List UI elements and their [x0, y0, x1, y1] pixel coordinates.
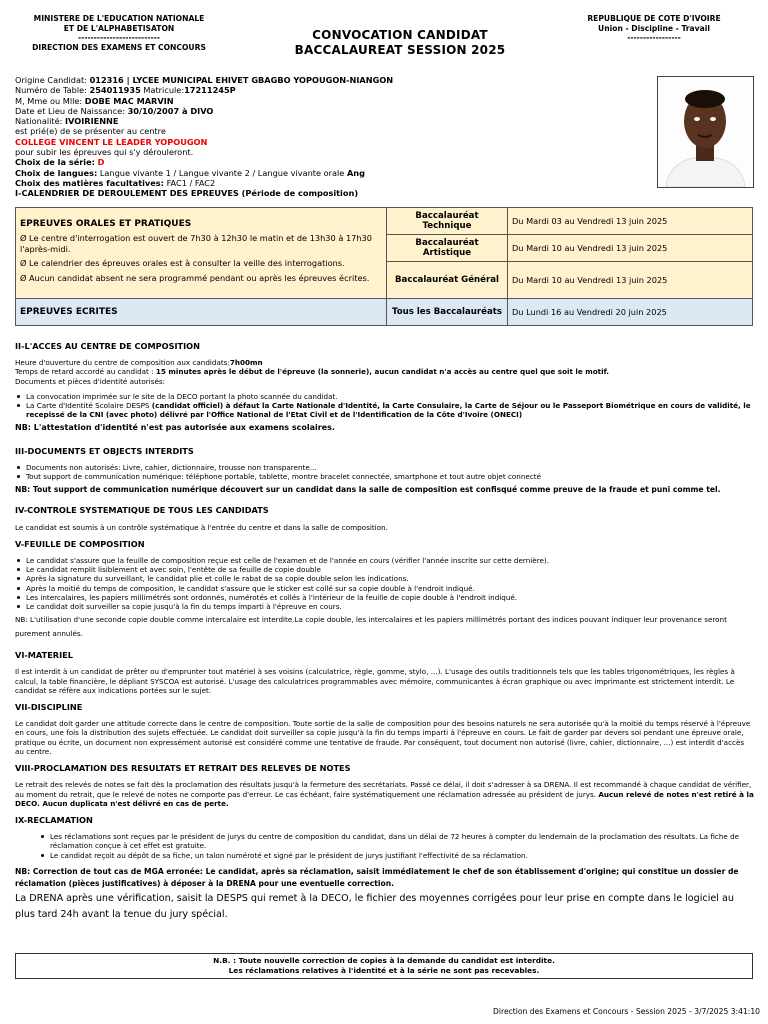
exam-centre: COLLEGE VINCENT LE LEADER YOPOUGON: [15, 136, 208, 147]
delay-text: [15, 367, 755, 376]
republic-separator: -----------------: [627, 33, 681, 42]
sheet-rules-list: [15, 556, 755, 611]
languages-value: Langue vivante 1 / Langue vivante 2 / Langue vivante orale: [99, 167, 345, 178]
oral-exams-note-2: Ø Le calendrier des épreuves orales est à consulter la veille des interrogations.: [20, 258, 345, 268]
drena-note: La DRENA après une vérification, saisit la DESPS qui remet à la DECO, le fichier des moyennes corrigées pour leur prise en compte dans le logiciel au plus tard 24h avant la tenue du jury spécial.: [15, 892, 734, 920]
optional-subjects-label: Choix des matières facultatives:: [15, 177, 164, 188]
ministry-line-1: MINISTERE DE L'EDUCATION NATIONALE: [33, 14, 205, 23]
title-line-1: CONVOCATION CANDIDAT: [312, 28, 488, 42]
origin-label: Origine Candidat:: [15, 75, 87, 85]
languages-row: [15, 168, 645, 178]
oral-language-value: Ang: [346, 167, 365, 178]
delay-label: Temps de retard accordé au candidat :: [15, 367, 154, 377]
results-text: [15, 780, 755, 808]
nationality-label: Nationalité:: [15, 116, 63, 127]
optional-subjects-value: FAC1 / FAC2: [166, 177, 216, 188]
birth-value: 30/10/2007 à DIVO: [127, 105, 214, 116]
list-item: Le candidat doit surveiller sa copie jusqu'à la fin du temps imparti à l'épreuve en cours.: [23, 602, 755, 611]
regulations-body: [15, 334, 755, 923]
candidate-name: DOBE MAC MARVIN: [84, 95, 174, 106]
discipline-text: Le candidat doit garder une attitude correcte dans le centre de composition. Toute sortie de la salle de composition pour des besoins naturels ne sera autorisée qu'à la moitié du temps réservé à l'épreuve en cours, une fois la distribution des sujets effectuée. Le candidat doit surveiller sa copie jusqu'à la fin du temps imparti à l'épreuve en cours. Le fait de garder par devers soi pendant une épreuve orale, pratique ou écrite, un document non expressément autorisé est considéré comme une tentative de fraude. Par conséquent, tout document non autorisé (livre, cahier, dictionnaire, ...) est interdit d'accès au centre.: [15, 719, 751, 756]
oral-exams-note-1: Ø Le centre d'interrogation est ouvert de 7h30 à 12h30 le matin et de 13h30 à 17h30 l'après-midi.: [20, 233, 372, 254]
nationality-value: IVOIRIENNE: [65, 116, 119, 127]
forbidden-nb: NB: Tout support de communication numérique découvert sur un candidat dans la salle de composition est confisqué comme preuve de la fraude et puni comme tel.: [15, 485, 721, 495]
serie-label: Choix de la série:: [15, 157, 95, 168]
name-label: M, Mme ou Mlle:: [15, 95, 83, 106]
bac-dates-cell: Du Mardi 10 au Vendredi 13 juin 2025: [508, 235, 753, 262]
direction-line: DIRECTION DES EXAMENS ET CONCOURS: [32, 42, 206, 52]
origin-row: [15, 75, 645, 85]
section-title-control: IV-CONTROLE SYSTEMATIQUE DE TOUS LES CANDIDATS: [15, 505, 269, 516]
section-title-discipline: VII-DISCIPLINE: [15, 702, 83, 713]
section-title-claims: IX-RECLAMATION: [15, 814, 93, 825]
serie-value: D: [97, 157, 105, 168]
list-item: La convocation imprimée sur le site de la DECO portant la photo scannée du candidat.: [23, 392, 755, 401]
material-text: Il est interdit à un candidat de prêter ou d'emprunter tout matériel à ses voisins (calculatrice, règle, gomme, stylo, ...). L'usage des outils traditionnels tels que les tables trigonométriques, les règles à calcul, la table financière, le dépliant SYSCOA est autorisé. L'usage des calculatrices programmables avec mémoire, communicantes à écran graphique ou avec imprimante est strictement interdit. Le candidat se réfère aux indications portées sur le sujet.: [15, 667, 735, 695]
ministry-line-2: ET DE L'ALPHABETISATON: [63, 23, 175, 33]
origin-value: 012316 | LYCEE MUNICIPAL EHIVET GBAGBO YOPOUGON-NIANGON: [89, 75, 394, 85]
republic-motto: Union - Discipline - Travail: [598, 23, 710, 33]
ministry-separator: --------------------------: [78, 33, 160, 42]
bac-type-cell: Baccalauréat Technique: [387, 208, 508, 235]
oral-exams-cell: [16, 208, 387, 299]
calendar-heading: [15, 188, 645, 198]
list-item: Le candidat s'assure que la feuille de composition reçue est celle de l'examen et de l'année en cours (vérifier l'année inscrite sur cette dernière).: [23, 556, 755, 565]
list-item: Les réclamations sont reçues par le président de jurys du centre de composition du candidat, dans un délai de 72 heures à compter du lendemain de la proclamation des résultats. La fiche de réclamation conçue à cet effet est gratuite.: [47, 832, 755, 850]
list-item: Après la moitié du temps de composition, le candidat s'assure que le sticker est collé sur sa copie double à l'endroit indiqué.: [23, 584, 755, 593]
section-title-access: II-L'ACCES AU CENTRE DE COMPOSITION: [15, 341, 200, 351]
candidate-photo: [657, 76, 754, 188]
results-bold-note: Aucun relevé de notes n'est retiré à la DECO. Aucun duplicata n'est délivré en cas de perte.: [15, 789, 754, 808]
birth-label: Date et Lieu de Naissance:: [15, 105, 125, 116]
bac-dates-cell: Du Mardi 10 au Vendredi 13 juin 2025: [508, 262, 753, 299]
list-item: Les intercalaires, les papiers millimétrés sont ordonnés, numérotés et collés à l'intérieur de la feuille de copie double à l'endroit indiqué.: [23, 593, 755, 602]
opening-hour-text: [15, 358, 755, 367]
list-item: Documents non autorisés: Livre, cahier, dictionnaire, trousse non transparente...: [23, 463, 755, 472]
languages-label: Choix de langues:: [15, 167, 98, 178]
allowed-documents-list: [15, 392, 755, 420]
oral-exams-note-3: Ø Aucun candidat absent ne sera programmé pendant ou après les épreuves écrites.: [20, 272, 370, 283]
notice-box: [15, 953, 753, 979]
republic-header: [554, 14, 754, 43]
section-title-material: VI-MATERIEL: [15, 650, 73, 661]
calendar-heading-text: I-CALENDRIER DE DEROULEMENT DES EPREUVES (Période de composition): [15, 188, 359, 199]
bac-type-cell: Baccalauréat Artistique: [387, 235, 508, 262]
forbidden-items-list: [15, 463, 755, 481]
nationality-row: [15, 116, 645, 126]
written-exams-title: EPREUVES ECRITES: [16, 299, 387, 326]
serie-row: [15, 157, 645, 167]
list-item: [23, 401, 755, 419]
list-item: Tout support de communication numérique: téléphone portable, tablette, montre bracelet connectée, smartphone et tout autre objet connecté: [23, 472, 755, 481]
title-line-2: BACCALAUREAT SESSION 2025: [294, 42, 506, 57]
candidate-info: [15, 75, 645, 199]
subir-text: pour subir les épreuves qui s'y dérouleront.: [15, 147, 194, 158]
id-card-details: (candidat officiel) à défaut la Carte Nationale d'Identité, la Carte Consulaire, la Carte de Séjour ou le Passeport Biométrique en cours de validité, le recepissé de la CNI (avec photo) délivré par l'Office National de l'Etat Civil et de l'Identification de la Côte d'Ivoire (ONECI): [26, 401, 751, 420]
claims-nb: NB: Correction de tout cas de MGA erronée: Le candidat, après sa réclamation, saisit immédiatement le chef de son établissement d'origine; qui constitue un dossier de réclamation (pièces justificatives) à déposer à la DRENA pour une eventuelle correction.: [15, 866, 739, 889]
birth-row: [15, 106, 645, 116]
present-text: est prié(e) de se présenter au centre: [15, 126, 166, 137]
matricule-label: Matricule:: [143, 85, 185, 96]
exam-calendar-table: [15, 207, 753, 326]
identity-nb: NB: L'attestation d'identité n'est pas autorisée aux examens scolaires.: [15, 423, 335, 433]
bac-type-cell: Tous les Baccalauréats: [387, 299, 508, 326]
sheet-nb: NB: L'utilisation d'une seconde copie double comme intercalaire est interdite.La copie double, les intercalaires et les papiers millimétrés portant des indices pouvant indiquer leur provenance seront purement annulés.: [15, 615, 727, 639]
republic-line-1: REPUBLIQUE DE COTE D'IVOIRE: [587, 14, 721, 23]
optional-subjects-row: [15, 178, 645, 188]
bac-type-cell: Baccalauréat Général: [387, 262, 508, 299]
delay-value: 15 minutes après le début de l'épreuve (la sonnerie), aucun candidat n'a accès au centre quel que soit le motif.: [155, 367, 610, 377]
list-item: Après la signature du surveillant, le candidat plie et colle le rabat de sa copie double selon les indications.: [23, 574, 755, 583]
matricule-value: 17211245P: [184, 85, 236, 96]
document-title: [250, 28, 550, 57]
section-title-results: VIII-PROCLAMATION DES RESULTATS ET RETRAIT DES RELEVES DE NOTES: [15, 763, 351, 774]
table-number-row: [15, 85, 645, 95]
notice-line-1: N.B. : Toute nouvelle correction de copies à la demande du candidat est interdite.: [213, 956, 555, 965]
candidate-portrait-image: [658, 77, 753, 187]
name-row: [15, 96, 645, 106]
opening-hour-value: 7h00mn: [229, 358, 263, 368]
notice-line-2: Les réclamations relatives à l'identité et à la série ne sont pas recevables.: [228, 966, 540, 975]
table-number-label: Numéro de Table:: [15, 85, 87, 96]
section-title-sheet: V-FEUILLE DE COMPOSITION: [15, 538, 145, 549]
claims-block: [15, 832, 755, 860]
control-text: Le candidat est soumis à un contrôle systématique à l'entrée du centre et dans la salle de composition.: [15, 522, 388, 532]
calendar-row-ecrites: [16, 299, 753, 326]
documents-label: Documents et pièces d'identité autorisés:: [15, 376, 166, 386]
bac-dates-cell: Du Mardi 03 au Vendredi 13 juin 2025: [508, 208, 753, 235]
ministry-header: [14, 14, 224, 52]
claims-list: [15, 832, 755, 860]
section-title-forbidden: III-DOCUMENTS ET OBJECTS INTERDITS: [15, 445, 194, 456]
page-footer: Direction des Examens et Concours - Session 2025 - 3/7/2025 3:41:10: [493, 1007, 760, 1016]
table-number-value: 254011935: [89, 85, 141, 96]
id-card-text: La Carte d'Identité Scolaire DESPS: [26, 401, 152, 411]
results-paragraph: Le retrait des relevés de notes se fait dès la proclamation des résultats jusqu'à la fermeture des secrétariats. Passé ce délai, il doit s'adresser à sa DRENA. Il est recommandé à chaque candidat de vérifier, au moment du retrait, que le relevé de notes ne comporte pas d'erreur. Le cas échéant, faire systématiquement une réclamation adressée au président de jurys.: [15, 780, 752, 799]
bac-dates-cell: Du Lundi 16 au Vendredi 20 juin 2025: [508, 299, 753, 326]
list-item: Le candidat reçoit au dépôt de sa fiche, un talon numéroté et signé par le président de jurys justifiant l'effectivité de sa réclamation.: [47, 851, 755, 860]
oral-exams-title: EPREUVES ORALES ET PRATIQUES: [20, 219, 192, 229]
opening-hour-label: Heure d'ouverture du centre de composition aux candidats:: [15, 358, 230, 368]
list-item: Le candidat remplit lisiblement et avec soin, l'entête de sa feuille de copie double: [23, 565, 755, 574]
calendar-row-technique: [16, 208, 753, 235]
